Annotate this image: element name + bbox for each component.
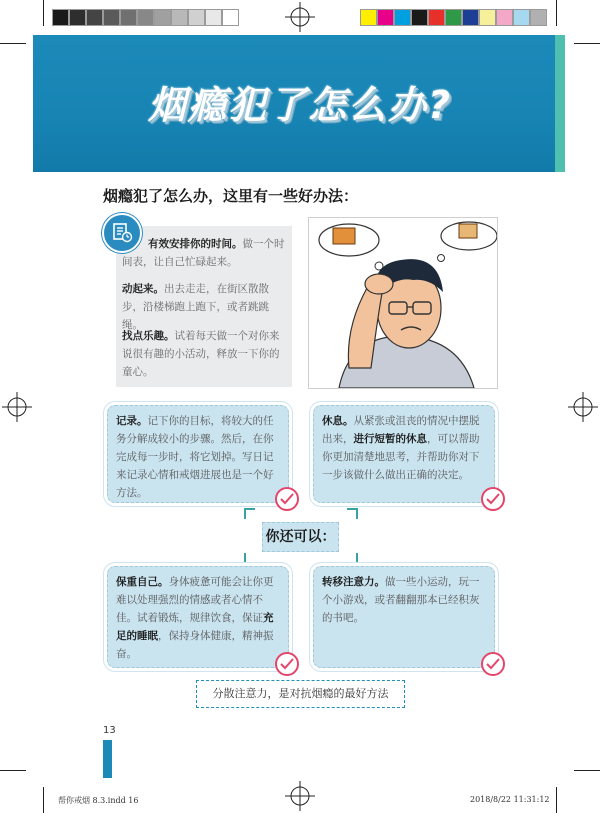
color-calibration-bar	[360, 9, 547, 26]
print-slug-file: 帮你戒烟 8.3.indd 16	[58, 796, 139, 805]
calibration-swatch	[205, 9, 222, 26]
bracket-corner	[244, 553, 255, 564]
crop-mark	[556, 0, 557, 26]
crop-mark	[574, 770, 600, 771]
registration-mark-icon	[568, 392, 598, 422]
registration-mark-icon	[285, 2, 315, 32]
check-icon	[275, 487, 299, 511]
calibration-swatch	[137, 9, 154, 26]
calibration-swatch	[428, 9, 445, 26]
calibration-swatch	[120, 9, 137, 26]
registration-mark-icon	[285, 781, 315, 811]
card-rest-text: 休息。从紧张或沮丧的情况中摆脱出来，进行短暂的休息，可以帮助你更加清楚地思考，并帮助你对下一步该做什么做出正确的决定。	[322, 415, 480, 481]
tip-item: 有效安排你的时间。做一个时间表，让自己忙碌起来。	[122, 238, 285, 268]
bracket-corner	[347, 508, 358, 519]
calibration-swatch	[394, 9, 411, 26]
crop-mark	[556, 787, 557, 813]
calibration-swatch	[86, 9, 103, 26]
registration-mark-icon	[2, 392, 32, 422]
check-icon	[481, 487, 505, 511]
calibration-swatch	[52, 9, 69, 26]
card-protect-text: 保重自己。身体疲惫可能会让你更难以处理强烈的情感或者心情不佳。试着锻炼，规律饮食，保证充足的睡眠，保持身体健康，精神振奋。	[116, 576, 274, 660]
illustration-stressed-man	[308, 217, 498, 389]
calibration-swatch	[154, 9, 171, 26]
calibration-swatch	[188, 9, 205, 26]
calibration-swatch	[377, 9, 394, 26]
calibration-swatch	[530, 9, 547, 26]
calibration-swatch	[479, 9, 496, 26]
bracket-corner	[244, 508, 255, 519]
calibration-swatch	[222, 9, 239, 26]
crop-mark	[43, 0, 44, 26]
crop-mark	[43, 787, 44, 813]
center-label: 你还可以：	[262, 522, 339, 552]
print-slug-timestamp: 2018/8/22 11:31:12	[470, 795, 550, 804]
calibration-swatch	[171, 9, 188, 26]
page-title: 烟瘾犯了怎么办?	[147, 83, 453, 127]
calibration-swatch	[103, 9, 120, 26]
calibration-swatch	[496, 9, 513, 26]
calibration-swatch	[411, 9, 428, 26]
crop-mark	[0, 770, 26, 771]
page-number-bar	[103, 740, 112, 778]
page-number: 13	[103, 725, 116, 736]
calibration-swatch	[445, 9, 462, 26]
tip-item: 动起来。出去走走，在街区散散步，沿楼梯跑上跑下，或者跳跳绳。	[122, 283, 269, 331]
card-distract-text: 转移注意力。做一些小运动，玩一个小游戏，或者翻翻那本已经积灰的书吧。	[322, 576, 480, 624]
card-record-text: 记录。记下你的目标，将较大的任务分解成较小的步骤。然后，在你完成每一步时，将它划掉。写日记来记录心情和戒烟进展也是一个好方法。	[116, 415, 274, 499]
check-icon	[275, 652, 299, 676]
calibration-swatch	[360, 9, 377, 26]
crop-mark	[0, 43, 26, 44]
bracket-corner	[347, 553, 358, 564]
footer-note: 分散注意力，是对抗烟瘾的最好方法	[196, 680, 405, 708]
calibration-swatch	[513, 9, 530, 26]
calibration-swatch	[462, 9, 479, 26]
check-icon	[481, 652, 505, 676]
section-heading: 烟瘾犯了怎么办，这里有一些好办法：	[103, 187, 359, 205]
tip-item: 找点乐趣。试着每天做一个对你来说很有趣的小活动，释放一下你的童心。	[122, 330, 280, 378]
calibration-swatch	[69, 9, 86, 26]
crop-mark	[574, 43, 600, 44]
grayscale-calibration-bar	[52, 9, 239, 26]
